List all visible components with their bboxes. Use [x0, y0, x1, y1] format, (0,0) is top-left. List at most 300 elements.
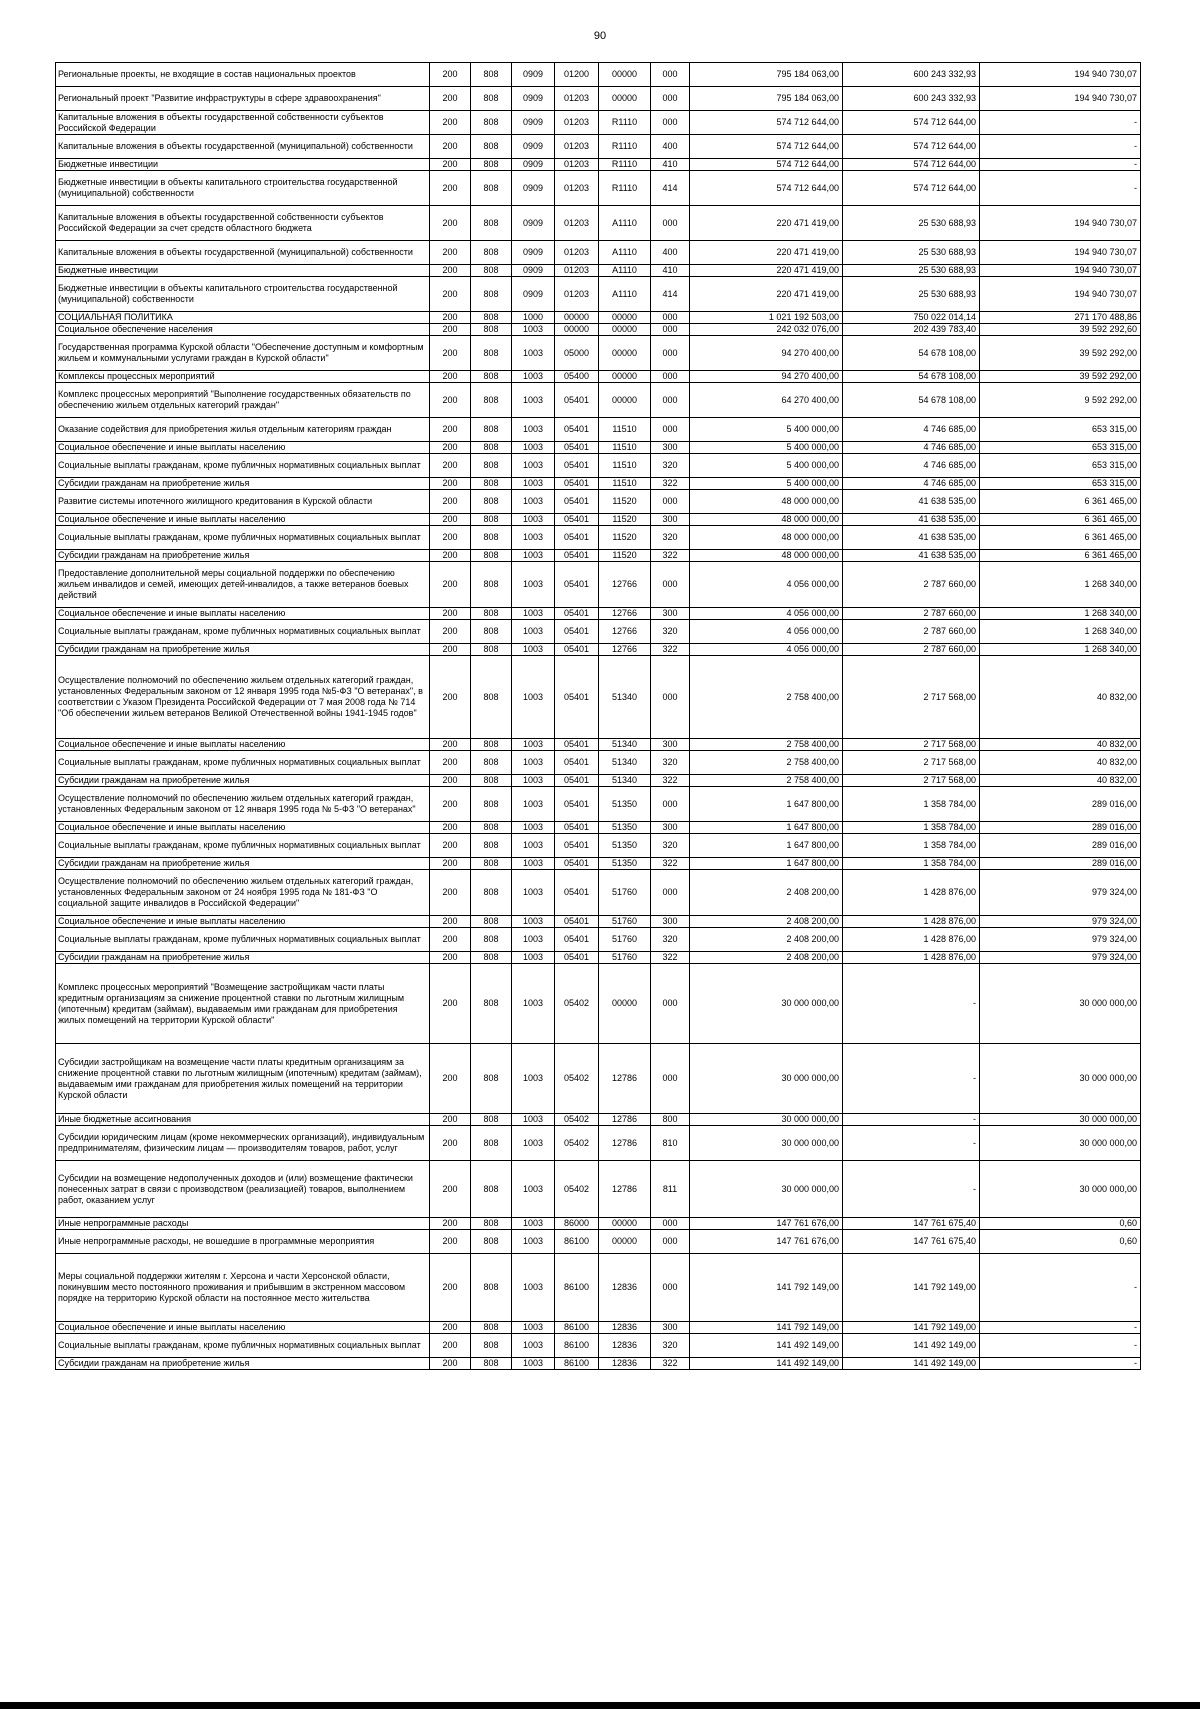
code-direction: 12766 — [599, 620, 651, 644]
code-admin: 200 — [430, 858, 471, 870]
amount-plan: 220 471 419,00 — [690, 241, 843, 265]
amount-plan: 574 712 644,00 — [690, 135, 843, 159]
amount-plan: 220 471 419,00 — [690, 206, 843, 241]
code-expense-type: 811 — [651, 1161, 690, 1218]
code-expense-type: 000 — [651, 87, 690, 111]
code-chapter: 808 — [471, 265, 512, 277]
code-expense-type: 322 — [651, 858, 690, 870]
amount-executed: - — [843, 1161, 980, 1218]
table-row — [56, 135, 1141, 159]
code-section: 1003 — [512, 490, 555, 514]
code-direction: R1110 — [599, 135, 651, 159]
code-section: 1003 — [512, 870, 555, 916]
code-expense-type: 000 — [651, 1218, 690, 1230]
table-row — [56, 171, 1141, 206]
amount-plan: 48 000 000,00 — [690, 514, 843, 526]
amount-executed: 574 712 644,00 — [843, 159, 980, 171]
code-expense-type: 414 — [651, 277, 690, 312]
code-admin: 200 — [430, 562, 471, 608]
table-row — [56, 265, 1141, 277]
row-name: Социальное обеспечение и иные выплаты населению — [56, 739, 430, 751]
code-expense-type: 320 — [651, 928, 690, 952]
amount-executed: 4 746 685,00 — [843, 418, 980, 442]
amount-executed: - — [843, 1114, 980, 1126]
code-program: 86100 — [555, 1322, 599, 1334]
code-admin: 200 — [430, 63, 471, 87]
code-chapter: 808 — [471, 1322, 512, 1334]
amount-plan: 4 056 000,00 — [690, 644, 843, 656]
table-row — [56, 1358, 1141, 1370]
code-direction: 51350 — [599, 858, 651, 870]
code-expense-type: 000 — [651, 206, 690, 241]
code-admin: 200 — [430, 787, 471, 822]
code-direction: 11520 — [599, 490, 651, 514]
code-program: 05401 — [555, 834, 599, 858]
amount-executed: 600 243 332,93 — [843, 87, 980, 111]
code-program: 05400 — [555, 371, 599, 383]
amount-executed: 1 428 876,00 — [843, 928, 980, 952]
row-name: Социальные выплаты гражданам, кроме публичных нормативных социальных выплат — [56, 1334, 430, 1358]
amount-remainder: 653 315,00 — [980, 478, 1141, 490]
code-program: 05401 — [555, 644, 599, 656]
code-expense-type: 000 — [651, 787, 690, 822]
code-expense-type: 000 — [651, 324, 690, 336]
code-chapter: 808 — [471, 550, 512, 562]
row-name: Социальные выплаты гражданам, кроме публичных нормативных социальных выплат — [56, 454, 430, 478]
code-program: 86000 — [555, 1218, 599, 1230]
table-row — [56, 952, 1141, 964]
code-section: 1003 — [512, 1126, 555, 1161]
code-admin: 200 — [430, 1114, 471, 1126]
row-name: Комплекс процессных мероприятий "Возмещение застройщикам части платы кредитным организациям за снижение процентной ставки по льготным жилищным (ипотечным) кредитам (займам), выдаваемым ими гражданам для приобретения жилых помещений на территории Курской области" — [56, 964, 430, 1044]
table-row — [56, 312, 1141, 324]
table-row — [56, 1322, 1141, 1334]
amount-remainder: 653 315,00 — [980, 442, 1141, 454]
code-expense-type: 000 — [651, 312, 690, 324]
amount-plan: 220 471 419,00 — [690, 277, 843, 312]
code-program: 05401 — [555, 454, 599, 478]
code-program: 05402 — [555, 964, 599, 1044]
code-admin: 200 — [430, 775, 471, 787]
code-program: 05401 — [555, 608, 599, 620]
code-expense-type: 414 — [651, 171, 690, 206]
code-expense-type: 000 — [651, 63, 690, 87]
table-row — [56, 442, 1141, 454]
table-row — [56, 562, 1141, 608]
amount-executed: 25 530 688,93 — [843, 277, 980, 312]
row-name: Социальное обеспечение и иные выплаты населению — [56, 822, 430, 834]
code-chapter: 808 — [471, 454, 512, 478]
table-row — [56, 644, 1141, 656]
amount-executed: 4 746 685,00 — [843, 454, 980, 478]
amount-remainder: 30 000 000,00 — [980, 1044, 1141, 1114]
amount-executed: 600 243 332,93 — [843, 63, 980, 87]
row-name: Субсидии гражданам на приобретение жилья — [56, 775, 430, 787]
code-section: 1003 — [512, 656, 555, 739]
amount-plan: 795 184 063,00 — [690, 63, 843, 87]
code-direction: 51350 — [599, 787, 651, 822]
amount-plan: 1 647 800,00 — [690, 822, 843, 834]
table-row — [56, 822, 1141, 834]
code-program: 05402 — [555, 1114, 599, 1126]
code-direction: A1110 — [599, 206, 651, 241]
code-admin: 200 — [430, 265, 471, 277]
code-program: 01203 — [555, 265, 599, 277]
code-section: 1003 — [512, 1114, 555, 1126]
code-chapter: 808 — [471, 312, 512, 324]
code-chapter: 808 — [471, 620, 512, 644]
code-program: 05401 — [555, 383, 599, 418]
code-direction: 11520 — [599, 550, 651, 562]
code-direction: 12836 — [599, 1358, 651, 1370]
code-expense-type: 000 — [651, 111, 690, 135]
row-name: Осуществление полномочий по обеспечению жильем отдельных категорий граждан, установленных Федеральным законом от 12 января 1995 года № 5-ФЗ "О ветеранах" — [56, 787, 430, 822]
amount-executed: 25 530 688,93 — [843, 265, 980, 277]
amount-plan: 147 761 676,00 — [690, 1218, 843, 1230]
amount-plan: 141 492 149,00 — [690, 1334, 843, 1358]
amount-remainder: - — [980, 1358, 1141, 1370]
amount-plan: 795 184 063,00 — [690, 87, 843, 111]
row-name: Капитальные вложения в объекты государственной собственности субъектов Российской Федерации за счет средств областного бюджета — [56, 206, 430, 241]
amount-remainder: 40 832,00 — [980, 751, 1141, 775]
table-row — [56, 383, 1141, 418]
code-admin: 200 — [430, 739, 471, 751]
code-direction: A1110 — [599, 277, 651, 312]
amount-remainder: 979 324,00 — [980, 952, 1141, 964]
code-section: 1003 — [512, 620, 555, 644]
code-direction: 00000 — [599, 336, 651, 371]
amount-plan: 4 056 000,00 — [690, 562, 843, 608]
row-name: Оказание содействия для приобретения жилья отдельным категориям граждан — [56, 418, 430, 442]
code-admin: 200 — [430, 751, 471, 775]
code-admin: 200 — [430, 1161, 471, 1218]
code-admin: 200 — [430, 324, 471, 336]
code-program: 00000 — [555, 312, 599, 324]
code-admin: 200 — [430, 454, 471, 478]
code-admin: 200 — [430, 371, 471, 383]
amount-plan: 4 056 000,00 — [690, 608, 843, 620]
code-program: 00000 — [555, 324, 599, 336]
code-expense-type: 810 — [651, 1126, 690, 1161]
amount-remainder: 40 832,00 — [980, 739, 1141, 751]
code-admin: 200 — [430, 656, 471, 739]
code-chapter: 808 — [471, 916, 512, 928]
code-section: 1003 — [512, 454, 555, 478]
row-name: Субсидии юридическим лицам (кроме некоммерческих организаций), индивидуальным предпринимателям, физическим лицам — производителям товаров, работ, услуг — [56, 1126, 430, 1161]
code-admin: 200 — [430, 514, 471, 526]
amount-executed: 54 678 108,00 — [843, 336, 980, 371]
code-direction: 00000 — [599, 371, 651, 383]
table-row — [56, 526, 1141, 550]
code-admin: 200 — [430, 526, 471, 550]
code-admin: 200 — [430, 1254, 471, 1322]
row-name: Субсидии гражданам на приобретение жилья — [56, 644, 430, 656]
code-section: 1003 — [512, 371, 555, 383]
code-section: 1003 — [512, 834, 555, 858]
amount-executed: 4 746 685,00 — [843, 442, 980, 454]
amount-plan: 574 712 644,00 — [690, 111, 843, 135]
row-name: Субсидии гражданам на приобретение жилья — [56, 858, 430, 870]
code-direction: 00000 — [599, 324, 651, 336]
code-program: 05401 — [555, 751, 599, 775]
table-row — [56, 1126, 1141, 1161]
code-program: 86100 — [555, 1358, 599, 1370]
code-direction: 51350 — [599, 834, 651, 858]
amount-executed: 1 358 784,00 — [843, 834, 980, 858]
code-admin: 200 — [430, 834, 471, 858]
code-expense-type: 000 — [651, 656, 690, 739]
table-row — [56, 1218, 1141, 1230]
code-program: 05401 — [555, 787, 599, 822]
code-expense-type: 322 — [651, 775, 690, 787]
table-row — [56, 656, 1141, 739]
code-chapter: 808 — [471, 206, 512, 241]
code-direction: 12836 — [599, 1254, 651, 1322]
code-admin: 200 — [430, 916, 471, 928]
code-direction: 51340 — [599, 751, 651, 775]
code-expense-type: 300 — [651, 514, 690, 526]
amount-remainder: - — [980, 1334, 1141, 1358]
amount-executed: 574 712 644,00 — [843, 171, 980, 206]
row-name: Бюджетные инвестиции — [56, 265, 430, 277]
amount-remainder: - — [980, 159, 1141, 171]
amount-plan: 48 000 000,00 — [690, 490, 843, 514]
table-row — [56, 1254, 1141, 1322]
code-chapter: 808 — [471, 135, 512, 159]
table-row — [56, 620, 1141, 644]
code-direction: 51760 — [599, 870, 651, 916]
amount-plan: 48 000 000,00 — [690, 526, 843, 550]
code-chapter: 808 — [471, 383, 512, 418]
code-expense-type: 322 — [651, 478, 690, 490]
code-section: 1003 — [512, 526, 555, 550]
amount-executed: 1 428 876,00 — [843, 916, 980, 928]
row-name: Субсидии застройщикам на возмещение части платы кредитным организациям за снижение процентной ставки по льготным жилищным (ипотечным) кредитам (займам), выдаваемым ими гражданам для приобретения жилых помещений на территории Курской области — [56, 1044, 430, 1114]
amount-remainder: - — [980, 1254, 1141, 1322]
amount-executed: 1 358 784,00 — [843, 787, 980, 822]
amount-plan: 2 758 400,00 — [690, 739, 843, 751]
row-name: Развитие системы ипотечного жилищного кредитования в Курской области — [56, 490, 430, 514]
code-section: 1003 — [512, 478, 555, 490]
code-expense-type: 000 — [651, 964, 690, 1044]
code-section: 1003 — [512, 822, 555, 834]
amount-remainder: 979 324,00 — [980, 870, 1141, 916]
code-expense-type: 000 — [651, 383, 690, 418]
amount-plan: 1 647 800,00 — [690, 834, 843, 858]
code-section: 1003 — [512, 324, 555, 336]
amount-plan: 2 408 200,00 — [690, 916, 843, 928]
code-program: 01203 — [555, 87, 599, 111]
code-expense-type: 000 — [651, 490, 690, 514]
table-row — [56, 787, 1141, 822]
code-expense-type: 300 — [651, 822, 690, 834]
amount-remainder: 289 016,00 — [980, 822, 1141, 834]
table-body — [56, 63, 1141, 1370]
code-section: 1003 — [512, 1218, 555, 1230]
code-section: 1003 — [512, 952, 555, 964]
amount-remainder: 194 940 730,07 — [980, 265, 1141, 277]
code-program: 05402 — [555, 1161, 599, 1218]
row-name: Бюджетные инвестиции в объекты капитального строительства государственной (муниципальной) собственности — [56, 277, 430, 312]
code-admin: 200 — [430, 1230, 471, 1254]
row-name: Государственная программа Курской области "Обеспечение доступным и комфортным жильем и коммунальными услугами граждан в Курской области" — [56, 336, 430, 371]
table-row — [56, 514, 1141, 526]
amount-plan: 242 032 076,00 — [690, 324, 843, 336]
table-row — [56, 928, 1141, 952]
amount-executed: 141 492 149,00 — [843, 1358, 980, 1370]
code-chapter: 808 — [471, 514, 512, 526]
amount-executed: 2 717 568,00 — [843, 775, 980, 787]
row-name: Осуществление полномочий по обеспечению жильем отдельных категорий граждан, установленных Федеральным законом от 12 января 1995 года №5-ФЗ "О ветеранах", в соответствии с Указом Президента Российской Федерации от 7 мая 2008 года № 714 "Об обеспечении жильем ветеранов Великой Отечественной войны 1941-1945 годов" — [56, 656, 430, 739]
table-row — [56, 1230, 1141, 1254]
table-row — [56, 159, 1141, 171]
code-admin: 200 — [430, 1044, 471, 1114]
code-program: 05401 — [555, 550, 599, 562]
table-row — [56, 490, 1141, 514]
code-section: 0909 — [512, 171, 555, 206]
code-direction: 00000 — [599, 87, 651, 111]
code-chapter: 808 — [471, 964, 512, 1044]
code-expense-type: 000 — [651, 418, 690, 442]
code-expense-type: 000 — [651, 336, 690, 371]
table-row — [56, 834, 1141, 858]
amount-plan: 2 758 400,00 — [690, 751, 843, 775]
code-direction: 12766 — [599, 608, 651, 620]
code-chapter: 808 — [471, 526, 512, 550]
amount-plan: 94 270 400,00 — [690, 336, 843, 371]
code-direction: 12836 — [599, 1334, 651, 1358]
code-expense-type: 410 — [651, 265, 690, 277]
row-name: Иные бюджетные ассигнования — [56, 1114, 430, 1126]
code-section: 1003 — [512, 1230, 555, 1254]
code-admin: 200 — [430, 111, 471, 135]
page-number: 90 — [593, 30, 607, 42]
code-admin: 200 — [430, 550, 471, 562]
code-program: 05401 — [555, 418, 599, 442]
code-chapter: 808 — [471, 562, 512, 608]
code-chapter: 808 — [471, 1044, 512, 1114]
table-row — [56, 1114, 1141, 1126]
code-chapter: 808 — [471, 490, 512, 514]
amount-executed: 2 787 660,00 — [843, 644, 980, 656]
row-name: Предоставление дополнительной меры социальной поддержки по обеспечению жильем инвалидов и семей, имеющих детей-инвалидов, а также ветеранов боевых действий — [56, 562, 430, 608]
row-name: Капитальные вложения в объекты государственной (муниципальной) собственности — [56, 241, 430, 265]
code-admin: 200 — [430, 620, 471, 644]
amount-remainder: - — [980, 135, 1141, 159]
table-row — [56, 324, 1141, 336]
code-direction: 51760 — [599, 952, 651, 964]
amount-executed: 4 746 685,00 — [843, 478, 980, 490]
code-admin: 200 — [430, 241, 471, 265]
row-name: Иные непрограммные расходы, не вошедшие в программные мероприятия — [56, 1230, 430, 1254]
amount-executed: 1 358 784,00 — [843, 822, 980, 834]
code-expense-type: 000 — [651, 371, 690, 383]
row-name: Комплекс процессных мероприятий "Выполнение государственных обязательств по обеспечению жильем отдельных категорий граждан" — [56, 383, 430, 418]
code-chapter: 808 — [471, 442, 512, 454]
code-section: 1003 — [512, 916, 555, 928]
code-expense-type: 000 — [651, 1044, 690, 1114]
code-direction: 51760 — [599, 916, 651, 928]
code-chapter: 808 — [471, 418, 512, 442]
code-admin: 200 — [430, 928, 471, 952]
amount-remainder: 39 592 292,60 — [980, 324, 1141, 336]
amount-remainder: - — [980, 171, 1141, 206]
amount-executed: 141 492 149,00 — [843, 1334, 980, 1358]
code-direction: 51350 — [599, 822, 651, 834]
amount-executed: 2 787 660,00 — [843, 620, 980, 644]
code-chapter: 808 — [471, 608, 512, 620]
budget-table — [55, 62, 1141, 1370]
amount-executed: 2 717 568,00 — [843, 739, 980, 751]
code-direction: 12766 — [599, 644, 651, 656]
amount-executed: 2 717 568,00 — [843, 656, 980, 739]
amount-remainder: 6 361 465,00 — [980, 526, 1141, 550]
code-program: 05401 — [555, 928, 599, 952]
code-direction: A1110 — [599, 265, 651, 277]
code-section: 0909 — [512, 111, 555, 135]
code-section: 1003 — [512, 1334, 555, 1358]
code-program: 01203 — [555, 277, 599, 312]
code-program: 01203 — [555, 111, 599, 135]
code-direction: R1110 — [599, 159, 651, 171]
code-expense-type: 000 — [651, 1254, 690, 1322]
amount-remainder: - — [980, 111, 1141, 135]
code-section: 1003 — [512, 751, 555, 775]
code-program: 01200 — [555, 63, 599, 87]
code-admin: 200 — [430, 608, 471, 620]
table-row — [56, 241, 1141, 265]
amount-plan: 2 408 200,00 — [690, 928, 843, 952]
code-expense-type: 322 — [651, 1358, 690, 1370]
code-expense-type: 320 — [651, 834, 690, 858]
code-admin: 200 — [430, 490, 471, 514]
table-row — [56, 371, 1141, 383]
amount-plan: 141 492 149,00 — [690, 1358, 843, 1370]
code-direction: 00000 — [599, 63, 651, 87]
code-direction: 11520 — [599, 526, 651, 550]
amount-executed: 147 761 675,40 — [843, 1230, 980, 1254]
row-name: Социальное обеспечение и иные выплаты населению — [56, 1322, 430, 1334]
code-section: 0909 — [512, 241, 555, 265]
row-name: Региональный проект "Развитие инфраструктуры в сфере здравоохранения" — [56, 87, 430, 111]
table-row — [56, 336, 1141, 371]
amount-remainder: 30 000 000,00 — [980, 1126, 1141, 1161]
amount-remainder: 289 016,00 — [980, 787, 1141, 822]
code-admin: 200 — [430, 171, 471, 206]
code-expense-type: 322 — [651, 550, 690, 562]
code-admin: 200 — [430, 1358, 471, 1370]
code-admin: 200 — [430, 135, 471, 159]
code-program: 05401 — [555, 870, 599, 916]
table-row — [56, 63, 1141, 87]
table-row — [56, 858, 1141, 870]
amount-remainder: 194 940 730,07 — [980, 277, 1141, 312]
code-expense-type: 300 — [651, 916, 690, 928]
amount-remainder: 289 016,00 — [980, 834, 1141, 858]
table-row — [56, 550, 1141, 562]
code-program: 05401 — [555, 562, 599, 608]
amount-remainder: 194 940 730,07 — [980, 206, 1141, 241]
code-chapter: 808 — [471, 87, 512, 111]
code-admin: 200 — [430, 1334, 471, 1358]
amount-plan: 64 270 400,00 — [690, 383, 843, 418]
code-section: 1003 — [512, 550, 555, 562]
code-chapter: 808 — [471, 478, 512, 490]
table-row — [56, 111, 1141, 135]
code-chapter: 808 — [471, 1161, 512, 1218]
code-program: 05402 — [555, 1044, 599, 1114]
amount-plan: 2 408 200,00 — [690, 870, 843, 916]
